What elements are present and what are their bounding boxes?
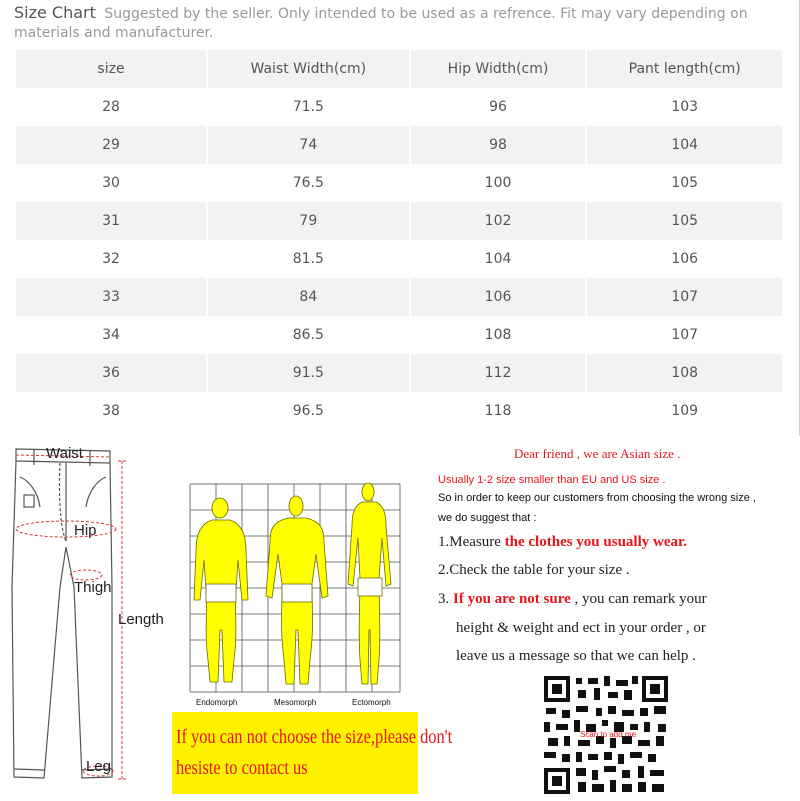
step-1-suffix: . xyxy=(683,534,688,550)
cell-hip: 100 xyxy=(484,175,512,191)
cell-size: 34 xyxy=(102,327,120,343)
label-waist: Waist xyxy=(46,445,83,462)
step-3-prefix: 3. xyxy=(438,591,450,607)
cell-length: 105 xyxy=(671,175,699,191)
size-chart-title: Size Chart xyxy=(14,3,96,22)
cell-hip: 104 xyxy=(484,251,512,267)
cell-size: 36 xyxy=(16,354,206,392)
cell-hip: 96 xyxy=(489,99,507,115)
table-row xyxy=(16,126,782,164)
asian-size-warning: Usually 1-2 size smaller than EU and US size . xyxy=(438,474,666,486)
cell-waist: 81.5 xyxy=(292,251,324,267)
col-header-hip: Hip Width(cm) xyxy=(411,50,586,88)
size-chart-heading xyxy=(14,3,789,43)
greeting-text: Dear friend , we are Asian size . xyxy=(514,446,681,461)
step-1-prefix: 1.Measure xyxy=(438,534,501,550)
body-types-illustration xyxy=(186,480,404,716)
table-row xyxy=(16,88,782,126)
cell-waist: 86.5 xyxy=(292,327,324,343)
label-ectomorph: Ectomorph xyxy=(352,698,391,707)
size-chart-note: Suggested by the seller. Only intended to be used as a refrence. Fit may vary depending on materials and manufacturer. xyxy=(14,6,748,41)
cell-length: 108 xyxy=(587,354,782,392)
cell-size: 29 xyxy=(16,126,206,164)
cell-waist: 71.5 xyxy=(292,99,324,115)
body-types-graphic xyxy=(186,480,404,716)
size-table xyxy=(14,50,784,430)
col-header-length: Pant length(cm) xyxy=(587,50,782,88)
cell-waist: 84 xyxy=(208,278,409,316)
step-3 xyxy=(438,591,707,608)
cell-size: 38 xyxy=(102,403,120,419)
step-2: 2.Check the table for your size . xyxy=(438,562,630,578)
step-3-line-2: height & weight and ect in your order , or xyxy=(456,620,706,636)
cell-size: 32 xyxy=(102,251,120,267)
cell-length: 106 xyxy=(671,251,699,267)
contact-notice-banner xyxy=(172,712,453,794)
pants-measurement-diagram xyxy=(0,437,170,800)
table-row xyxy=(16,354,782,392)
label-thigh: Thigh xyxy=(74,579,112,596)
cell-hip: 106 xyxy=(411,278,586,316)
cell-length: 109 xyxy=(671,403,699,419)
cell-length: 107 xyxy=(671,327,699,343)
table-row xyxy=(16,316,782,354)
cell-length: 107 xyxy=(587,278,782,316)
cell-hip: 112 xyxy=(411,354,586,392)
notice-line-1: If you can not choose the size,please don't xyxy=(176,726,453,748)
table-row xyxy=(16,240,782,278)
table-row xyxy=(16,202,782,240)
step-1 xyxy=(438,534,687,551)
col-header-waist: Waist Width(cm) xyxy=(208,50,409,88)
table-row xyxy=(16,392,782,430)
label-mesomorph: Mesomorph xyxy=(274,698,317,707)
contact-notice-text xyxy=(176,722,453,784)
step-3-suffix: , you can remark your xyxy=(574,591,707,607)
cell-waist: 74 xyxy=(208,126,409,164)
cell-waist: 79 xyxy=(208,202,409,240)
size-table-header xyxy=(16,50,782,88)
cell-size: 31 xyxy=(16,202,206,240)
cell-waist: 76.5 xyxy=(292,175,324,191)
table-row xyxy=(16,164,782,202)
table-row xyxy=(16,278,782,316)
cell-hip: 108 xyxy=(484,327,512,343)
cell-length: 104 xyxy=(587,126,782,164)
cell-waist: 91.5 xyxy=(208,354,409,392)
step-3-highlight: If you are not sure xyxy=(453,591,571,607)
label-endomorph: Endomorph xyxy=(196,698,238,707)
cell-length: 105 xyxy=(587,202,782,240)
label-length: Length xyxy=(118,611,164,628)
cell-size: 30 xyxy=(102,175,120,191)
cell-size: 28 xyxy=(102,99,120,115)
step-1-highlight: the clothes you usually wear xyxy=(504,534,684,550)
advice-suggest: we do suggest that : xyxy=(438,512,537,524)
label-hip: Hip xyxy=(74,522,97,539)
qr-code[interactable] xyxy=(542,674,670,796)
label-leg: Leg xyxy=(86,758,112,775)
cell-hip: 118 xyxy=(484,403,512,419)
advice-intro: So in order to keep our customers from choosing the wrong size , xyxy=(438,492,756,504)
cell-hip: 102 xyxy=(411,202,586,240)
qr-caption: Scan to add me xyxy=(580,730,637,739)
cell-waist: 96.5 xyxy=(292,403,324,419)
step-3-line-3: leave us a message so that we can help . xyxy=(456,648,696,664)
cell-hip: 98 xyxy=(411,126,586,164)
notice-line-2: hesiste to contact us xyxy=(176,757,308,779)
cell-size: 33 xyxy=(16,278,206,316)
cell-length: 103 xyxy=(671,99,699,115)
col-header-size: size xyxy=(16,50,206,88)
